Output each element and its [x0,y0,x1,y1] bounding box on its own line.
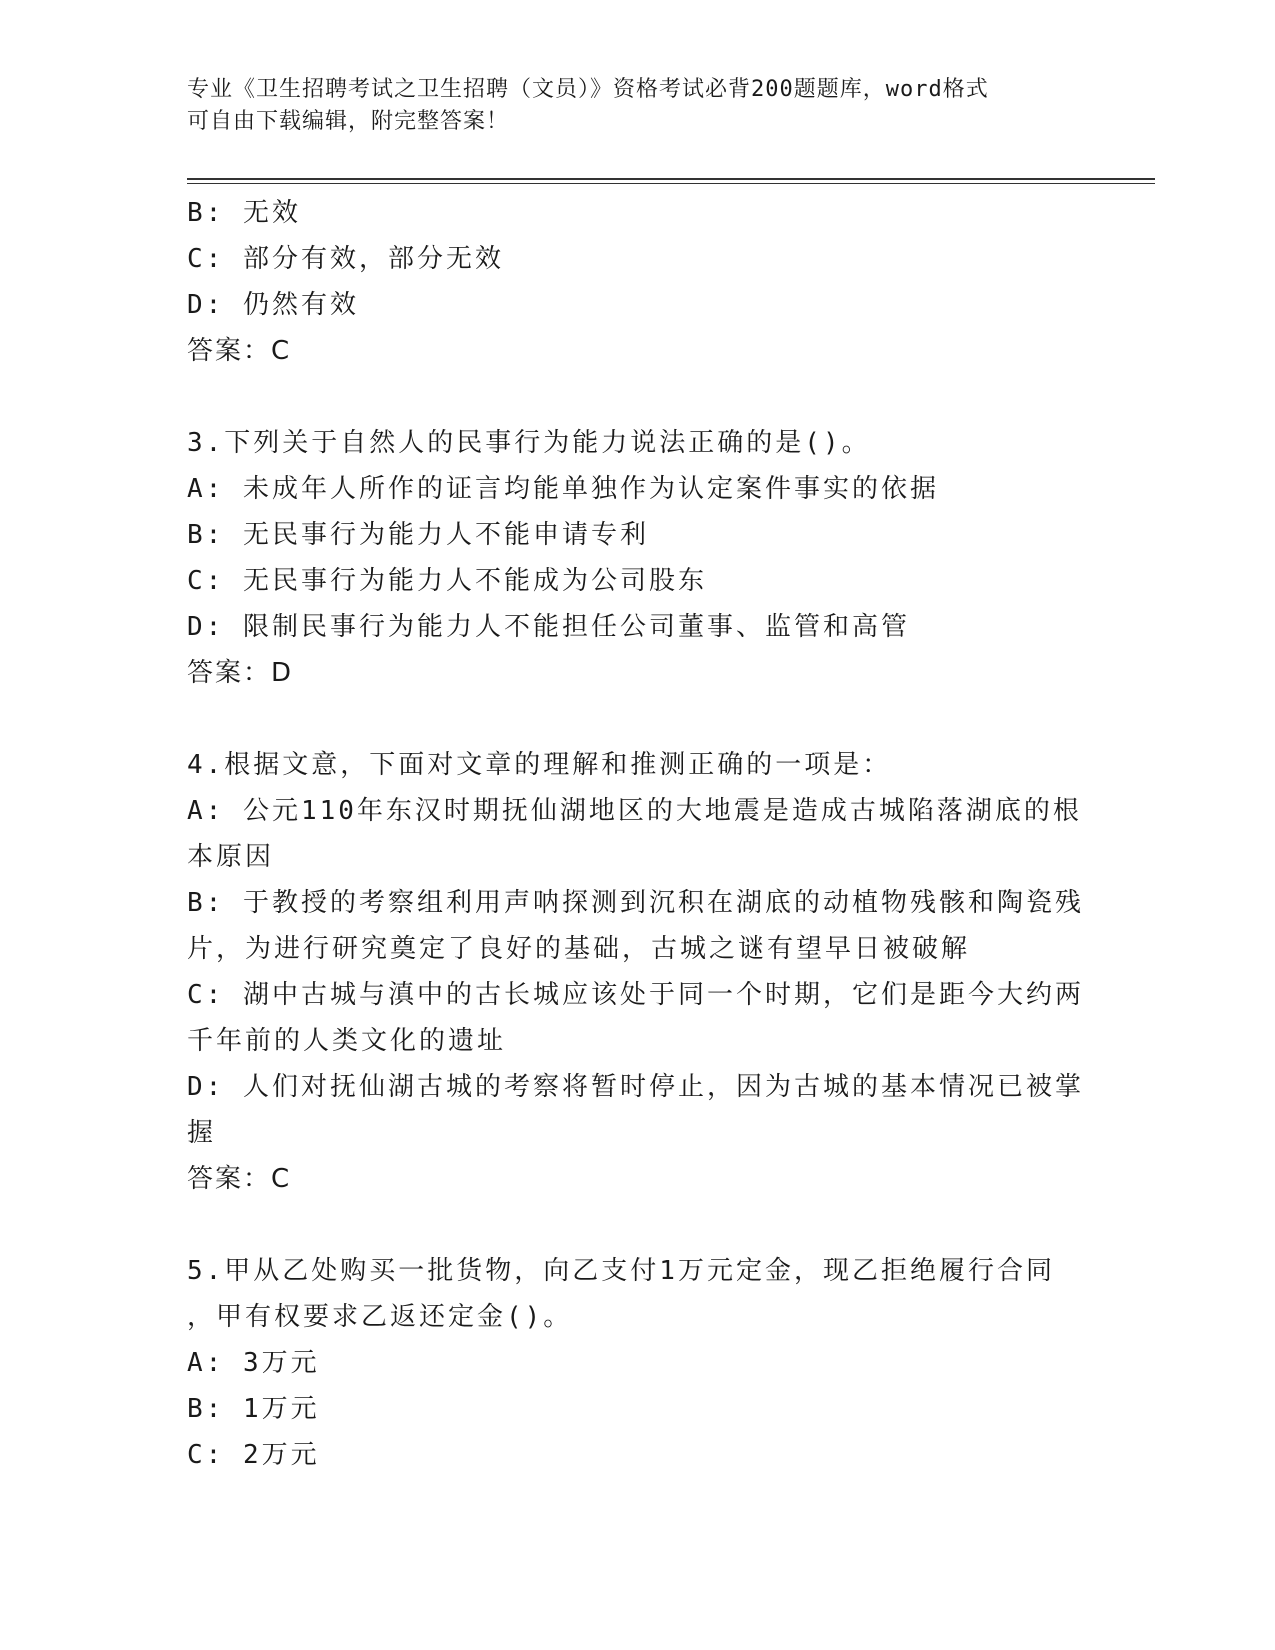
option-c-line-1: C: 湖中古城与滇中的古长城应该处于同一个时期，它们是距今大约两 [187,980,1084,1010]
question-stem-line-1: 5.甲从乙处购买一批货物，向乙支付1万元定金，现乙拒绝履行合同 [187,1256,1055,1286]
answer: 答案：C [187,1164,292,1194]
spacer [187,696,1087,742]
answer: 答案：D [187,658,294,688]
option-d-line-1: D: 人们对抚仙湖古城的考察将暂时停止，因为古城的基本情况已被掌 [187,1072,1084,1102]
document-body [187,190,1087,1478]
question-4 [187,742,1087,1202]
question-stem-line-2: ，甲有权要求乙返还定金()。 [187,1302,573,1332]
option-b-line-2: 片，为进行研究奠定了良好的基础，古城之谜有望早日被破解 [187,934,971,964]
header-title-line-2: 可自由下载编辑，附完整答案！ [187,109,510,134]
question-stem: 4.根据文意，下面对文章的理解和推测正确的一项是： [187,750,892,780]
option-c-line-2: 千年前的人类文化的遗址 [187,1026,507,1056]
option-c: C: 无民事行为能力人不能成为公司股东 [187,566,707,596]
option-c: C: 2万元 [187,1440,320,1470]
question-2-tail [187,190,1087,374]
question-5 [187,1248,1087,1478]
option-d: D: 限制民事行为能力人不能担任公司董事、监管和高管 [187,612,910,642]
option-a-line-2: 本原因 [187,842,275,872]
header-divider-thin [187,183,1155,184]
header-title-line-1: 专业《卫生招聘考试之卫生招聘（文员）》资格考试必背200题题库，word格式 [187,77,989,102]
header-divider-thick [187,178,1155,180]
option-b-line-1: B: 于教授的考察组利用声呐探测到沉积在湖底的动植物残骸和陶瓷残 [187,888,1084,918]
option-a-line-1: A: 公元110年东汉时期抚仙湖地区的大地震是造成古城陷落湖底的根 [187,796,1082,826]
answer: 答案：C [187,336,292,366]
spacer [187,1202,1087,1248]
option-a: A: 未成年人所作的证言均能单独作为认定案件事实的依据 [187,474,939,504]
question-stem: 3.下列关于自然人的民事行为能力说法正确的是()。 [187,428,871,458]
option-c: C: 部分有效，部分无效 [187,244,504,274]
option-d-line-2: 握 [187,1118,217,1148]
spacer [187,374,1087,420]
question-3 [187,420,1087,696]
option-b: B: 无民事行为能力人不能申请专利 [187,520,649,550]
option-a: A: 3万元 [187,1348,320,1378]
document-header [187,74,1087,138]
option-d: D: 仍然有效 [187,290,359,320]
option-b: B: 无效 [187,198,301,228]
option-b: B: 1万元 [187,1394,320,1424]
